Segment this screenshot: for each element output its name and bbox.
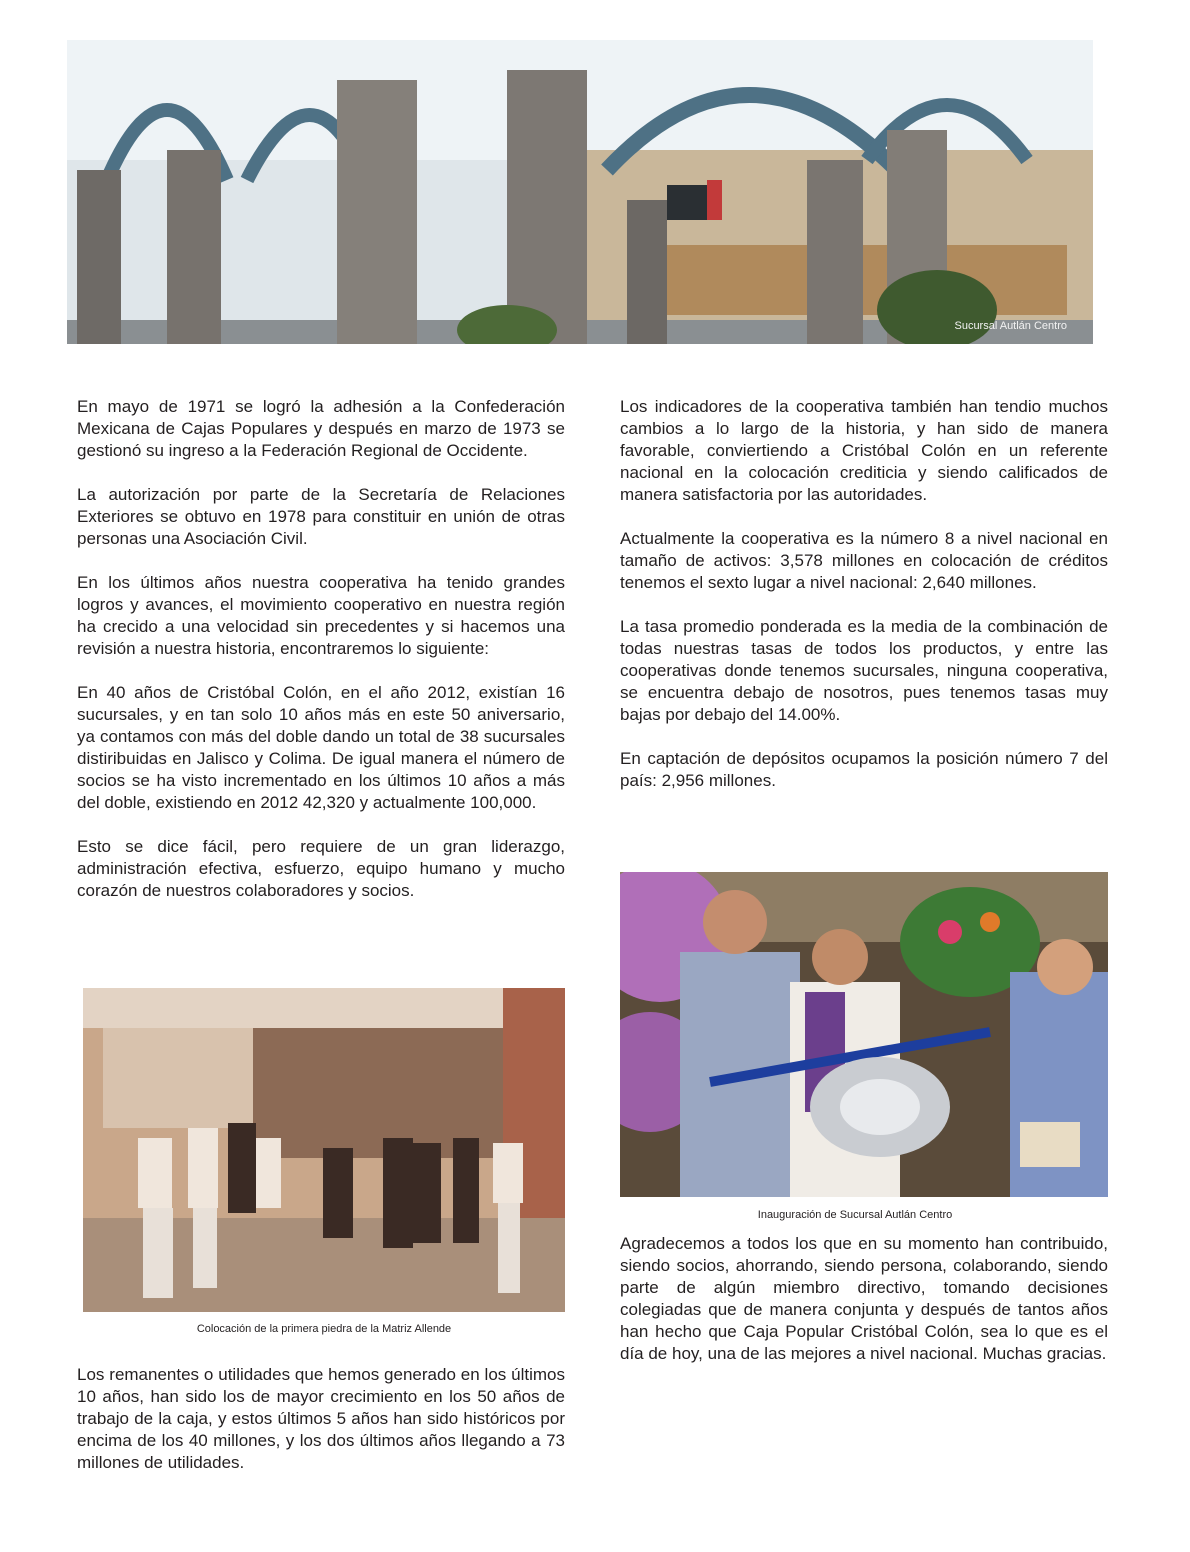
paragraph: En captación de depósitos ocupamos la posición número 7 del país: 2,956 millones.	[620, 749, 1108, 790]
paragraph: En 40 años de Cristóbal Colón, en el año 2012, existían 16 sucursales, y en tan solo 10 años más en este 50 aniversario, ya contamos con más del doble dando un total de 38 sucursales distiribuidas en Jalisco y Colima. De igual manera el número de socios se ha visto incrementado en los últimos 10 años a más del doble, existiendo en 2012 42,320 y actualmente 100,000.	[77, 683, 565, 812]
first-stone-caption: Colocación de la primera piedra de la Matriz Allende	[196, 1323, 452, 1335]
branch-interior-photo	[67, 40, 1093, 344]
first-stone-photo	[83, 988, 565, 1312]
paragraph: La tasa promedio ponderada es la media de la combinación de todas nuestras tasas de todos los productos, y entre las cooperativas donde tenemos sucursales, ninguna cooperativa, se encuentra debajo de nosotros, pues tenemos tasas muy bajas por debajo del 14.00%.	[620, 617, 1108, 724]
paragraph: Agradecemos a todos los que en su momento han contribuido, siendo socios, ahorrando, siendo persona, colaborando, siendo parte de algún miembro directivo, tomando decisiones colegiadas que de manera conjunta y después de tantos años han hecho que Caja Popular Cristóbal Colón, sea lo que es el día de hoy, una de las mejores a nivel nacional. Muchas gracias.	[620, 1234, 1108, 1363]
inauguration-photo	[620, 872, 1108, 1197]
top-photo-caption: Sucursal Autlán Centro	[954, 320, 1067, 332]
right-column	[620, 396, 1108, 814]
paragraph: Los remanentes o utilidades que hemos generado en los últimos 10 años, han sido los de mayor crecimiento en los 50 años de trabajo de la caja, y estos últimos 5 años han sido históricos por encima de los 40 millones, y los dos últimos años llegando a 73 millones de utilidades.	[77, 1365, 565, 1472]
paragraph: Los indicadores de la cooperativa también han tendio muchos cambios a lo largo de la historia, y han sido de manera favorable, conviertiendo a Cristóbal Colón en un referente nacional en la colocación crediticia y siendo calificados de manera satisfactoria por las autoridades.	[620, 397, 1108, 504]
right-closing	[620, 1233, 1108, 1387]
left-column	[77, 396, 565, 924]
paragraph: Actualmente la cooperativa es la número 8 a nivel nacional en tamaño de activos: 3,578 millones en colocación de créditos tenemos el sexto lugar a nivel nacional: 2,640 millones.	[620, 529, 1108, 592]
paragraph: La autorización por parte de la Secretaría de Relaciones Exteriores se obtuvo en 1978 para constituir en unión de otras personas una Asociación Civil.	[77, 485, 565, 548]
left-closing	[77, 1364, 565, 1496]
paragraph: En mayo de 1971 se logró la adhesión a la Confederación Mexicana de Cajas Populares y después en marzo de 1973 se gestionó su ingreso a la Federación Regional de Occidente.	[77, 397, 565, 460]
inauguration-caption: Inauguración de Sucursal Autlán Centro	[757, 1209, 953, 1221]
paragraph: En los últimos años nuestra cooperativa ha tenido grandes logros y avances, el movimiento cooperativo en nuestra región ha crecido a una velocidad sin precedentes y si hacemos una revisión a nuestra historia, encontraremos lo siguiente:	[77, 573, 565, 658]
paragraph: Esto se dice fácil, pero requiere de un gran liderazgo, administración efectiva, esfuerzo, equipo humano y mucho corazón de nuestros colaboradores y socios.	[77, 837, 565, 900]
